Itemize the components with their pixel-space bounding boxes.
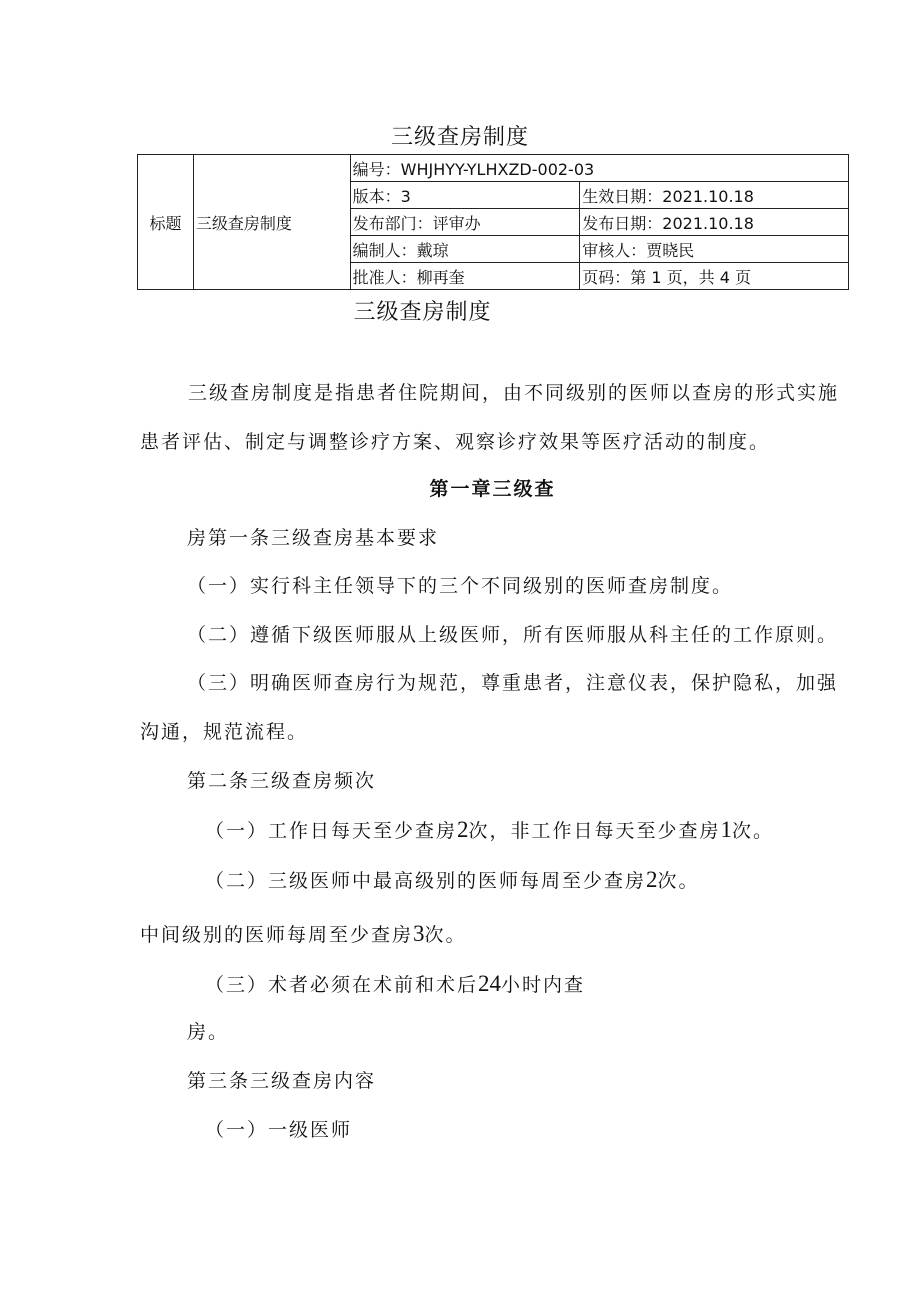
header-title: 三级查房制度 xyxy=(390,125,529,150)
article2-item2-text-b: 次。 xyxy=(657,870,700,892)
article2-item3-continuation: 房。 xyxy=(187,1021,230,1043)
article3-item1: （一）一级医师 xyxy=(205,1119,353,1141)
article2-item1-text-b: 次，非工作日每天至少查房 xyxy=(468,820,721,842)
article2-title: 第二条三级查房频次 xyxy=(187,770,377,792)
article2-item3-text-a: （三）术者必须在术前和术后 xyxy=(205,974,479,996)
article1-item3-line2: 沟通，规范流程。 xyxy=(140,721,309,743)
article1-item1: （一）实行科主任领导下的三个不同级别的医师查房制度。 xyxy=(187,575,734,597)
article2-item3 xyxy=(205,970,585,997)
meta-page: 页码：第 1 页，共 4 页 xyxy=(580,263,849,290)
article1-item3-line1: （三）明确医师查房行为规范，尊重患者，注意仪表，保护隐私，加强 xyxy=(187,672,839,694)
article2-item2-text-a: （二）三级医师中最高级别的医师每周至少查房 xyxy=(205,870,647,892)
meta-effective-date: 生效日期：2021.10.18 xyxy=(580,182,849,209)
meta-version: 版本：3 xyxy=(350,182,580,209)
article2-item1-number1: 2 xyxy=(457,817,469,842)
article2-item1-text-c: 次。 xyxy=(732,820,775,842)
meta-approver: 批准人：柳再奎 xyxy=(350,263,580,290)
article2-item2-cont-number: 3 xyxy=(413,921,425,946)
meta-author: 编制人：戴琼 xyxy=(350,236,580,263)
intro-paragraph-line1: 三级查房制度是指患者住院期间，由不同级别的医师以查房的形式实施 xyxy=(188,382,840,404)
article2-item1-number2: 1 xyxy=(720,817,733,842)
meta-reviewer: 审核人：贾晓民 xyxy=(580,236,849,263)
meta-label: 标题 xyxy=(138,155,194,290)
article2-item2-number: 2 xyxy=(646,867,658,892)
intro-paragraph-line2: 患者评估、制定与调整诊疗方案、观察诊疗效果等医疗活动的制度。 xyxy=(140,431,771,453)
meta-publish-date: 发布日期：2021.10.18 xyxy=(580,209,849,236)
article2-item1 xyxy=(205,816,774,843)
article2-item2-continuation xyxy=(140,920,467,947)
article2-item2-cont-text-b: 次。 xyxy=(424,924,467,946)
meta-dept: 发布部门：评审办 xyxy=(350,209,580,236)
meta-code: 编号：WHJHYY-YLHXZD-002-03 xyxy=(350,155,848,182)
article2-item3-number: 24 xyxy=(478,971,502,996)
article1-title: 房第一条三级查房基本要求 xyxy=(187,527,440,549)
article2-item2 xyxy=(205,866,700,893)
document-meta-table xyxy=(137,154,849,290)
article2-item3-text-b: 小时内查 xyxy=(501,974,586,996)
article3-title: 第三条三级查房内容 xyxy=(187,1070,377,1092)
article1-item2: （二）遵循下级医师服从上级医师，所有医师服从科主任的工作原则。 xyxy=(187,624,839,646)
article2-item2-cont-text-a: 中间级别的医师每周至少查房 xyxy=(140,924,414,946)
meta-name: 三级查房制度 xyxy=(193,155,350,290)
chapter-heading: 第一章三级查 xyxy=(429,478,556,500)
document-title: 三级查房制度 xyxy=(353,300,492,325)
article2-item1-text-a: （一）工作日每天至少查房 xyxy=(205,820,458,842)
